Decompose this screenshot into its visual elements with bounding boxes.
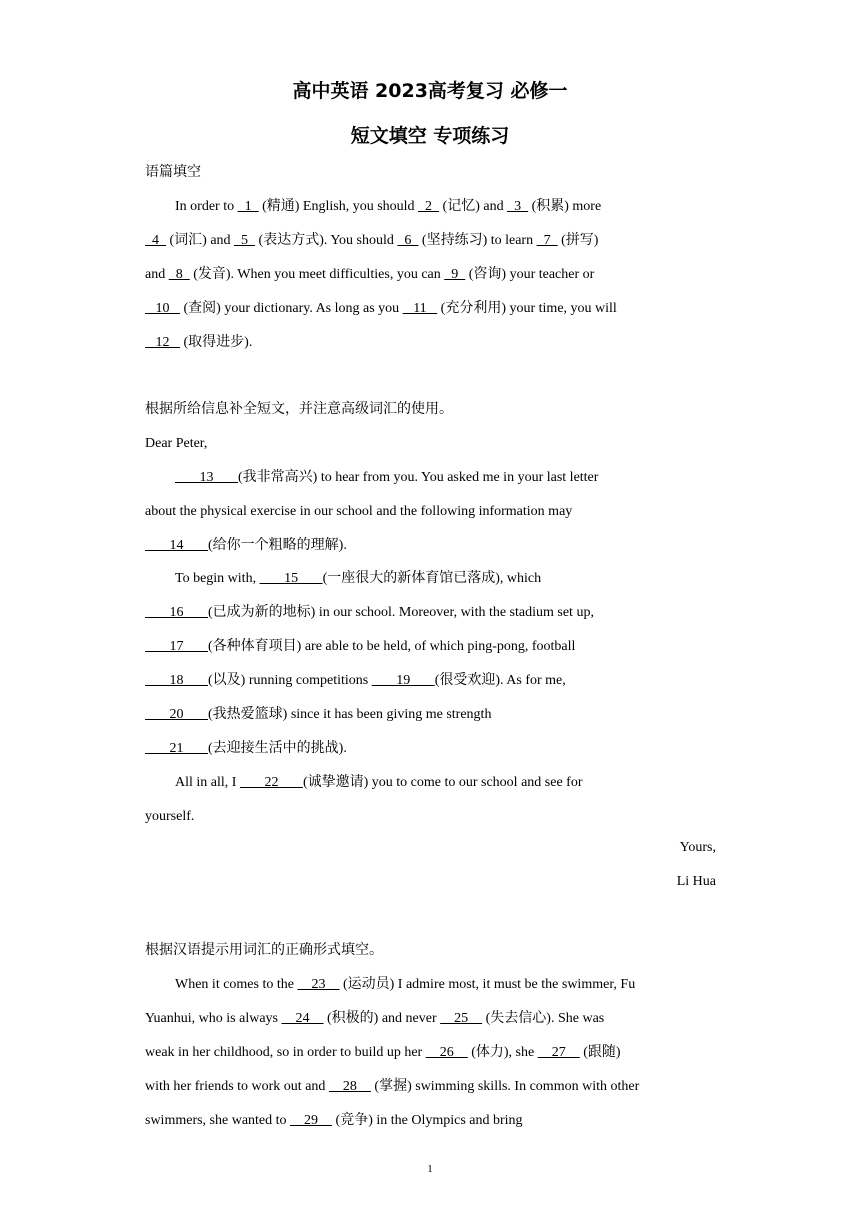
- passage-text: (取得进步).: [180, 335, 253, 350]
- passage-text: (我热爱篮球) since it has been giving me strength: [208, 707, 492, 722]
- section2-line: [145, 705, 745, 725]
- passage-text: with her friends to work out and: [145, 1079, 329, 1094]
- passage-text: Yuanhui, who is always: [145, 1011, 282, 1026]
- fill-in-blank: 5: [234, 233, 256, 248]
- passage-text: (积极的) and never: [323, 1011, 441, 1026]
- section1-heading: 语篇填空: [145, 165, 201, 180]
- fill-in-blank: 22: [239, 775, 303, 790]
- passage-text: (记忆) and: [439, 199, 508, 214]
- fill-in-blank: 2: [418, 199, 440, 214]
- fill-in-blank: 18: [145, 673, 208, 688]
- passage-text: swimmers, she wanted to: [145, 1113, 291, 1128]
- passage-text: (体力), she: [467, 1045, 538, 1060]
- passage-text: (表达方式). You should: [255, 233, 398, 248]
- passage-text: (掌握) swimming skills. In common with other: [370, 1079, 640, 1094]
- fill-in-blank: 16: [145, 605, 208, 620]
- fill-in-blank: 23: [297, 977, 340, 992]
- passage-text: (以及) running competitions: [208, 673, 372, 688]
- letter-salutation: Dear Peter,: [145, 436, 208, 451]
- fill-in-blank: 28: [328, 1079, 371, 1094]
- section3-line: [145, 1043, 745, 1063]
- fill-in-blank: 4: [145, 233, 166, 248]
- letter-closing: Yours,: [679, 840, 716, 855]
- section2-line: [175, 773, 775, 793]
- section2-line: [175, 468, 775, 488]
- section2-line: [145, 536, 745, 556]
- passage-text: (很受欢迎). As for me,: [434, 673, 566, 688]
- fill-in-blank: 27: [537, 1045, 580, 1060]
- passage-text: (查阅) your dictionary. As long as you: [180, 301, 403, 316]
- passage-text: (竞争) in the Olympics and bring: [332, 1113, 523, 1128]
- passage-text: (诚挚邀请) you to come to our school and see for: [302, 775, 583, 790]
- passage-text: (失去信心). She was: [482, 1011, 605, 1026]
- passage-text: (咨询) your teacher or: [465, 267, 595, 282]
- letter-signature: Li Hua: [676, 874, 716, 889]
- section3-line: [145, 1009, 745, 1029]
- fill-in-blank: 24: [281, 1011, 324, 1026]
- passage-text: In order to: [175, 199, 238, 214]
- document-subtitle: 短文填空 专项练习: [350, 125, 510, 147]
- section1-line: [145, 265, 745, 285]
- passage-text: (运动员) I admire most, it must be the swimmer, Fu: [339, 977, 636, 992]
- fill-in-blank: 9: [444, 267, 466, 282]
- passage-text: yourself.: [145, 809, 195, 824]
- page-number: 1: [427, 1163, 433, 1175]
- passage-text: To begin with,: [175, 571, 260, 586]
- fill-in-blank: 15: [259, 571, 323, 586]
- passage-text: weak in her childhood, so in order to build up her: [145, 1045, 426, 1060]
- fill-in-blank: 8: [168, 267, 190, 282]
- passage-text: (各种体育项目) are able to be held, of which ping-pong, football: [208, 639, 576, 654]
- passage-text: (给你一个粗略的理解).: [208, 538, 347, 553]
- passage-text: (坚持练习) to learn: [418, 233, 537, 248]
- section3-line: [175, 975, 775, 995]
- passage-text: (发音). When you meet difficulties, you can: [189, 267, 445, 282]
- fill-in-blank: 19: [371, 673, 435, 688]
- passage-text: (拼写): [557, 233, 599, 248]
- passage-text: about the physical exercise in our school and the following information may: [145, 504, 573, 519]
- passage-text: When it comes to the: [175, 977, 298, 992]
- passage-text: (跟随): [579, 1045, 621, 1060]
- fill-in-blank: 17: [145, 639, 208, 654]
- fill-in-blank: 29: [290, 1113, 333, 1128]
- fill-in-blank: 20: [145, 707, 208, 722]
- section3-heading: 根据汉语提示用词汇的正确形式填空。: [145, 943, 383, 958]
- passage-text: (已成为新的地标) in our school. Moreover, with the stadium set up,: [208, 605, 594, 620]
- section2-line: [145, 807, 745, 827]
- fill-in-blank: 13: [175, 470, 238, 485]
- section3-line: [145, 1111, 745, 1131]
- passage-text: (精通) English, you should: [258, 199, 419, 214]
- passage-text: (词汇) and: [166, 233, 235, 248]
- section2-heading: 根据所给信息补全短文，并注意高级词汇的使用。: [145, 402, 453, 417]
- fill-in-blank: 10: [145, 301, 180, 316]
- fill-in-blank: 1: [237, 199, 259, 214]
- passage-text: (充分利用) your time, you will: [437, 301, 617, 316]
- passage-text: All in all, I: [175, 775, 240, 790]
- fill-in-blank: 21: [145, 741, 208, 756]
- fill-in-blank: 6: [397, 233, 419, 248]
- passage-text: (我非常高兴) to hear from you. You asked me in your last letter: [238, 470, 599, 485]
- section2-line: [145, 502, 745, 522]
- section2-line: [145, 637, 745, 657]
- passage-text: and: [145, 267, 169, 282]
- fill-in-blank: 14: [145, 538, 208, 553]
- passage-text: (去迎接生活中的挑战).: [208, 741, 347, 756]
- fill-in-blank: 3: [507, 199, 529, 214]
- section1-line: [145, 231, 745, 251]
- fill-in-blank: 12: [145, 335, 180, 350]
- fill-in-blank: 25: [440, 1011, 483, 1026]
- fill-in-blank: 11: [402, 301, 438, 316]
- section1-line: [145, 299, 745, 319]
- section2-line: [145, 671, 745, 691]
- section3-line: [145, 1077, 745, 1097]
- section2-line: [145, 739, 745, 759]
- section1-line: [175, 197, 775, 217]
- fill-in-blank: 26: [425, 1045, 468, 1060]
- passage-text: (一座很大的新体育馆已落成), which: [322, 571, 542, 586]
- section2-line: [175, 569, 775, 589]
- section2-line: [145, 603, 745, 623]
- document-title: 高中英语 2023高考复习 必修一: [292, 80, 568, 102]
- passage-text: (积累) more: [528, 199, 602, 214]
- section1-line: [145, 333, 745, 353]
- fill-in-blank: 7: [536, 233, 558, 248]
